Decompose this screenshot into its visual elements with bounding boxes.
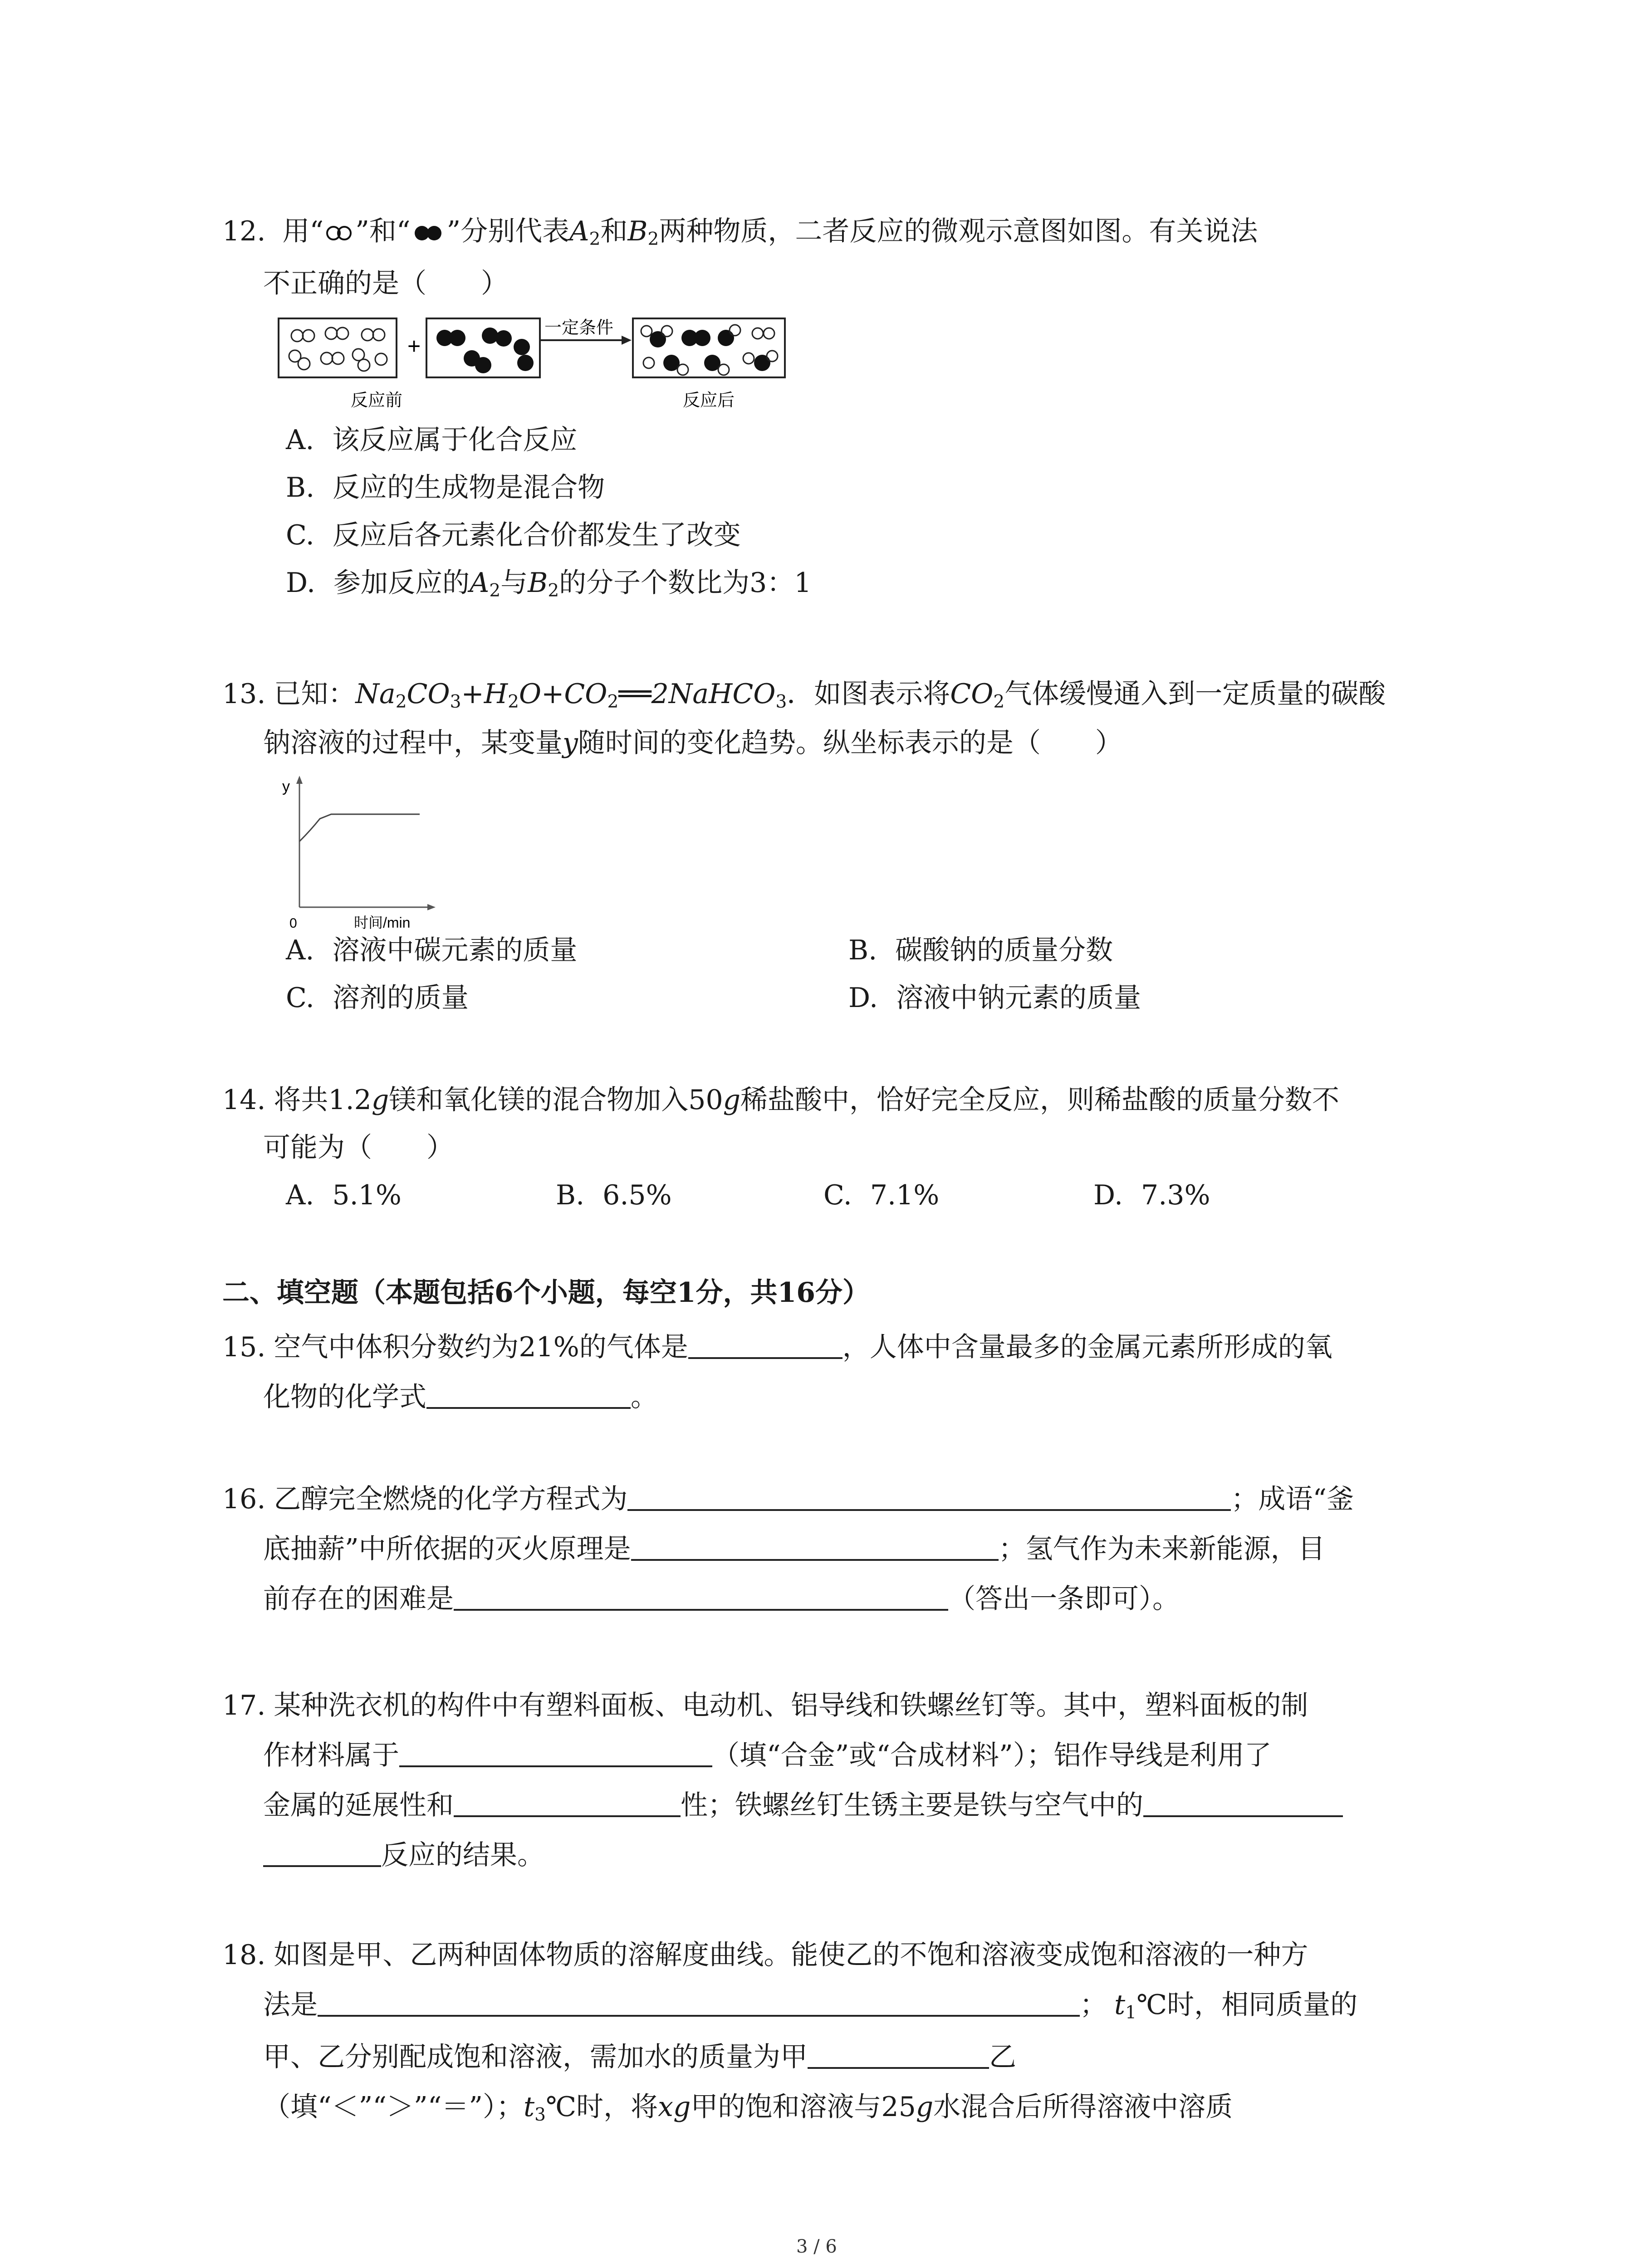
option-b2: B — [528, 567, 548, 599]
eq-part: CO — [950, 678, 994, 710]
q13-number: 13. — [222, 678, 266, 710]
q12-a2-sub: 2 — [589, 229, 601, 249]
q15-number: 15. — [222, 1331, 266, 1363]
q12-a2: A — [569, 215, 589, 247]
eq-part: H — [484, 678, 508, 710]
q15-blank-2[interactable] — [426, 1380, 631, 1409]
eq-part: + — [541, 678, 564, 710]
q18-mass: 25 — [881, 2091, 916, 2123]
q16-text: ；成语“釜 — [1231, 1483, 1354, 1515]
q17-text: 作材料属于 — [263, 1740, 399, 1771]
q12-option-b[interactable] — [286, 469, 605, 506]
q17-line2 — [263, 1737, 1272, 1774]
q18-text: 甲的饱和溶液与 — [691, 2091, 882, 2123]
option-label: B. — [286, 472, 315, 503]
before-label: 反应前 — [350, 391, 403, 410]
q14-number: 14. — [222, 1084, 266, 1116]
q16-line1 — [222, 1481, 1354, 1517]
q16-blank-2[interactable] — [631, 1532, 999, 1561]
q18-line3 — [263, 2039, 1016, 2075]
option-label: C. — [286, 982, 314, 1014]
q14-text: 稀盐酸中，恰好完全反应，则稀盐酸的质量分数不 — [740, 1084, 1340, 1116]
product-molecules — [641, 325, 778, 375]
q17-line1 — [222, 1687, 1308, 1724]
q18-text: （填“＜”“＞”“＝”）； — [263, 2091, 524, 2123]
q16-text: 底抽薪”中所依据的灭火原理是 — [263, 1533, 631, 1565]
q13-text: 气体缓慢通入到一定质量的碳酸 — [1004, 678, 1386, 710]
option-label: A. — [286, 934, 314, 966]
q14-mass: 50 — [688, 1084, 723, 1116]
q13-text: ．如图表示将 — [787, 678, 950, 710]
eq-part: + — [461, 678, 484, 710]
option-label: D. — [1093, 1179, 1123, 1211]
q18-text: ； — [1080, 1989, 1107, 2021]
q13-line2 — [263, 725, 1122, 761]
q18-t3-sub: 3 — [534, 2104, 546, 2125]
option-label: D. — [848, 982, 878, 1014]
q12-reaction-figure — [277, 313, 789, 422]
q12-text: ”和“ — [355, 215, 411, 247]
graph-y-label: y — [282, 778, 290, 795]
q18-x: x — [658, 2091, 673, 2123]
option-text: 5.1% — [332, 1179, 402, 1211]
q12-option-c[interactable] — [286, 517, 741, 553]
option-label: C. — [286, 519, 314, 551]
option-text: 反应的生成物是混合物 — [333, 472, 605, 503]
option-label: D. — [286, 567, 316, 599]
q18-t1-sub: 1 — [1125, 2002, 1136, 2023]
q18-blank-1[interactable] — [318, 1988, 1080, 2017]
eq-part: 2NaHCO — [651, 678, 776, 710]
q15-line1 — [222, 1329, 1332, 1365]
eq-part: CO — [564, 678, 607, 710]
y-axis-arrow-icon — [296, 776, 303, 784]
option-text: 该反应属于化合反应 — [332, 424, 578, 456]
q17-blank-3[interactable] — [1143, 1788, 1343, 1817]
q17-text: 反应的结果。 — [381, 1839, 544, 1871]
q18-text: ℃时，将 — [546, 2091, 658, 2123]
q12-b2: B — [627, 215, 648, 247]
q12-line1 — [222, 213, 1258, 258]
option-a2-sub: 2 — [489, 580, 501, 601]
q18-t1: t — [1114, 1989, 1126, 2021]
q17-blank-2[interactable] — [454, 1788, 681, 1817]
option-a2: A — [470, 567, 490, 599]
q12-text: ”分别代表 — [446, 215, 570, 247]
q13-option-c[interactable] — [286, 980, 469, 1016]
q12-line2: 不正确的是（ ） — [263, 268, 508, 299]
q18-unit: g — [673, 2091, 691, 2123]
q13-option-d[interactable] — [848, 980, 1141, 1016]
q12-text: 和 — [600, 215, 628, 247]
q14-unit: g — [723, 1084, 741, 1116]
q16-text: ；氢气作为未来新能源，目 — [998, 1533, 1325, 1565]
q18-line4 — [263, 2089, 1233, 2133]
q16-text: 乙醇完全燃烧的化学方程式为 — [274, 1483, 628, 1515]
q16-line2 — [263, 1531, 1325, 1567]
q17-line4 — [263, 1837, 544, 1873]
q18-text: 乙 — [989, 2041, 1016, 2073]
page-number: 3 / 6 — [796, 2236, 837, 2257]
section-title: 二、填空题（本题包括6个小题，每空1分，共16分） — [222, 1277, 870, 1309]
q14-option-b[interactable] — [556, 1177, 672, 1213]
x-axis-arrow-icon — [427, 904, 436, 910]
option-text: 反应后各元素化合价都发生了改变 — [332, 519, 741, 551]
q12-b2-sub: 2 — [647, 229, 659, 249]
q17-blank-1[interactable] — [399, 1738, 712, 1767]
q14-mass: 1.2 — [328, 1084, 372, 1116]
q18-line1 — [222, 1937, 1308, 1973]
q14-option-c[interactable] — [823, 1177, 939, 1213]
q13-line1 — [222, 676, 1386, 720]
option-label: A. — [286, 1179, 314, 1211]
q18-unit: g — [916, 2091, 934, 2123]
q13-option-b[interactable] — [848, 932, 1113, 968]
q12-number: 12. — [222, 215, 266, 247]
option-text: 的分子个数比为3：1 — [559, 567, 812, 599]
eq-sub: 3 — [450, 691, 461, 712]
eq-sub: 2 — [508, 691, 519, 712]
q13-y: y — [563, 727, 578, 759]
option-text: 与 — [500, 567, 528, 599]
q14-option-d[interactable] — [1093, 1177, 1210, 1213]
q14-line1 — [222, 1082, 1339, 1118]
q18-number: 18. — [222, 1939, 266, 1971]
q18-text: ℃时，相同质量的 — [1136, 1989, 1358, 2021]
q17-text: 性；铁螺丝钉生锈主要是铁与空气中的 — [681, 1789, 1143, 1821]
option-text: 溶剂的质量 — [332, 982, 469, 1014]
eq-equals: ══ — [618, 678, 652, 710]
q12-text: 用“ — [282, 215, 324, 247]
q13-text: 随时间的变化趋势。纵坐标表示的是（ ） — [578, 727, 1122, 759]
q16-text: （答出一条即可）。 — [948, 1583, 1180, 1615]
q17-text: （填“合金”或“合成材料”）；铝作导线是利用了 — [712, 1740, 1272, 1771]
q17-text: 某种洗衣机的构件中有塑料面板、电动机、铝导线和铁螺丝钉等。其中，塑料面板的制 — [274, 1690, 1308, 1721]
q14-unit: g — [371, 1084, 389, 1116]
q15-line2 — [263, 1379, 658, 1415]
q18-text: 如图是甲、乙两种固体物质的溶解度曲线。能使乙的不饱和溶液变成饱和溶液的一种方 — [274, 1939, 1308, 1971]
eq-sub: 2 — [607, 691, 619, 712]
option-text: 7.1% — [870, 1179, 940, 1211]
option-text: 碳酸钠的质量分数 — [895, 934, 1113, 966]
q18-text: 水混合后所得溶液中溶质 — [933, 2091, 1233, 2123]
graph-x-label: 时间/min — [354, 914, 411, 930]
q12-text: 两种物质，二者反应的微观示意图如图。有关说法 — [659, 215, 1258, 247]
option-b2-sub: 2 — [548, 580, 559, 601]
q14-line2: 可能为（ ） — [263, 1132, 454, 1163]
q18-text: 法是 — [263, 1989, 318, 2021]
q15-text: 。 — [631, 1381, 658, 1413]
q14-text: 将共 — [274, 1084, 328, 1116]
y-curve — [299, 814, 420, 841]
q18-line2 — [263, 1987, 1357, 2031]
option-label: B. — [556, 1179, 585, 1211]
q15-text: 空气中体积分数约为21%的气体是 — [274, 1331, 688, 1363]
option-label: C. — [823, 1179, 852, 1211]
q13-graph — [272, 771, 454, 930]
option-label: A. — [286, 424, 314, 456]
q16-blank-1[interactable] — [627, 1482, 1231, 1511]
graph-origin: 0 — [289, 916, 297, 930]
q16-number: 16. — [222, 1483, 266, 1515]
eq-part: O — [519, 678, 542, 710]
q14-option-a[interactable] — [286, 1177, 402, 1213]
a2-molecules — [289, 327, 387, 371]
eq-sub: 2 — [395, 691, 407, 712]
option-text: 溶液中碳元素的质量 — [332, 934, 578, 966]
before-box-a — [279, 318, 397, 377]
q12-option-d[interactable] — [286, 565, 812, 609]
q15-text: ，人体中含量最多的金属元素所形成的氧 — [842, 1331, 1332, 1363]
q18-blank-2[interactable] — [808, 2040, 989, 2069]
arrow-head-icon — [622, 336, 632, 345]
open-pair-molecule-icon — [323, 224, 355, 242]
q15-blank-1[interactable] — [688, 1330, 843, 1359]
q13-option-a[interactable] — [286, 932, 577, 968]
q17-text: 金属的延展性和 — [263, 1789, 454, 1821]
q16-text: 前存在的困难是 — [263, 1583, 454, 1615]
after-label: 反应后 — [682, 391, 735, 410]
q14-text: 镁和氧化镁的混合物加入 — [389, 1084, 689, 1116]
plus-sign: + — [407, 333, 421, 359]
b2-molecules — [436, 327, 534, 373]
q13-text: 钠溶液的过程中，某变量 — [263, 727, 563, 759]
eq-part: CO — [407, 678, 450, 710]
q16-blank-3[interactable] — [454, 1582, 948, 1611]
q12-option-a[interactable] — [286, 422, 577, 458]
q17-line3 — [263, 1787, 1343, 1823]
option-text: 7.3% — [1141, 1179, 1210, 1211]
option-label: B. — [848, 934, 877, 966]
eq-sub: 3 — [775, 691, 787, 712]
filled-pair-molecule-icon — [411, 223, 447, 243]
q16-line3 — [263, 1581, 1180, 1617]
option-text: 参加反应的 — [333, 567, 470, 599]
q18-text: 甲、乙分别配成饱和溶液，需加水的质量为甲 — [263, 2041, 808, 2073]
q18-t3: t — [524, 2091, 535, 2123]
q15-text: 化物的化学式 — [263, 1381, 426, 1413]
q17-blank-3-cont[interactable] — [263, 1838, 381, 1867]
condition-label: 一定条件 — [544, 318, 614, 337]
eq-part: Na — [355, 678, 396, 710]
option-text: 6.5% — [603, 1179, 672, 1211]
eq-sub: 2 — [993, 691, 1005, 712]
q13-text: 已知： — [274, 678, 356, 710]
q17-number: 17. — [222, 1690, 266, 1721]
option-text: 溶液中钠元素的质量 — [896, 982, 1141, 1014]
